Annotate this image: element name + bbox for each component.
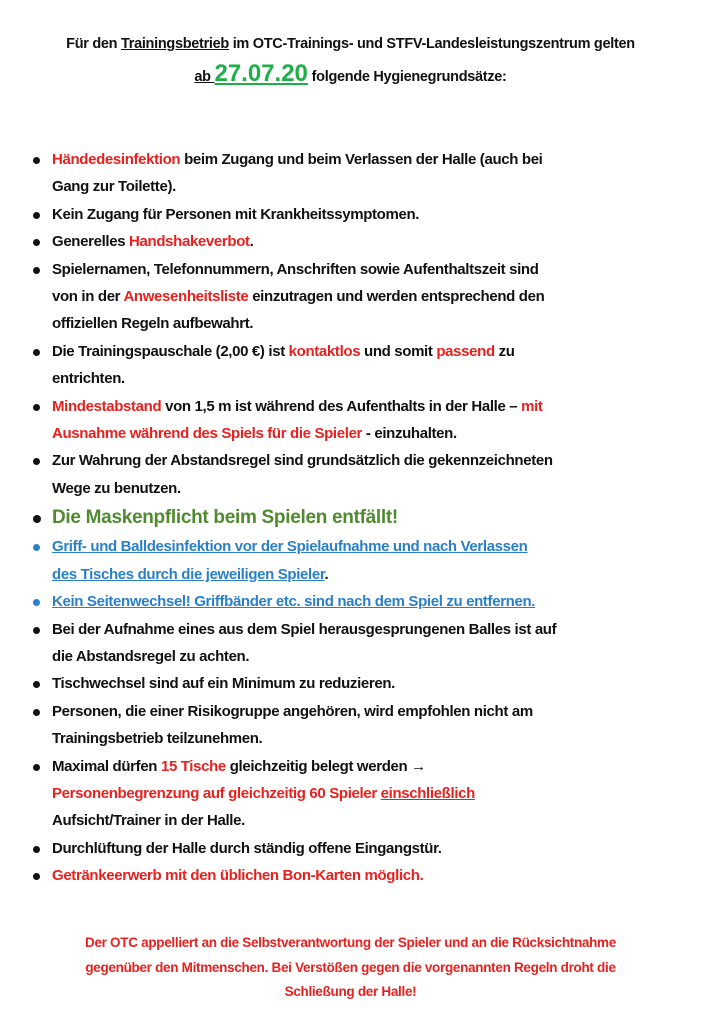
rules-list [32,146,556,890]
rule-highlight: kontaktlos [288,342,361,360]
rule-highlight: Getränkeerwerb mit den üblichen Bon-Karten möglich. [52,867,424,885]
rule-line [52,616,556,643]
rule-line [52,698,556,725]
rule-text: entrichten. [52,370,125,388]
header-ab: ab [194,69,215,85]
header-line-1 [0,36,701,52]
rule-highlight: passend [436,342,495,360]
rule-text: offiziellen Regeln aufbewahrt. [52,315,254,333]
rule-text: gleichzeitig belegt werden → [225,757,426,775]
rule-line [52,256,556,283]
rule-text: Personen, die einer Risikogruppe angehören, wird empfohlen nicht am [52,702,533,720]
rule-text: Bei der Aufnahme eines aus dem Spiel herausgesprungenen Balles ist auf [52,620,557,638]
rule-line [52,283,556,310]
rule-highlight: Ausnahme während des Spiels für die Spieler [52,425,363,443]
rule-highlight: Griff- und Balldesinfektion vor der Spielaufnahme und nach Verlassen [52,538,528,556]
rule-text: und somit [360,342,437,360]
rule-line [52,310,556,337]
rule-text: Spielernamen, Telefonnummern, Anschriften sowie Aufenthaltszeit sind [52,260,539,278]
rule-text: Generelles [52,233,130,251]
rule-text: Kein Zugang für Personen mit Krankheitssymptomen. [52,205,420,223]
rule-line [52,753,556,780]
rule-line [52,670,556,697]
rule-item [32,670,556,697]
rule-item [32,228,556,255]
rule-line [52,807,556,834]
rule-line [52,228,556,255]
rule-line [52,173,556,200]
rule-item [32,201,556,228]
header-text: folgende Hygienegrundsätze: [307,69,507,85]
rule-line [52,588,556,615]
rule-line [52,561,556,588]
rule-item [32,616,556,671]
rule-line [52,365,556,392]
rule-item [32,862,556,889]
rule-line [52,338,556,365]
rule-item [32,338,556,393]
rule-line [52,146,556,173]
rule-highlight: Mindestabstand [52,397,162,415]
rule-item [32,588,556,615]
rule-line [52,725,556,752]
rule-line [52,201,556,228]
rule-text: zu [494,342,515,360]
rule-text: von in der [52,288,124,306]
rule-highlight: Personenbegrenzung auf gleichzeitig 60 Spieler [52,784,381,802]
rule-highlight: mit [521,397,543,415]
rule-text: Maximal dürfen [52,757,161,775]
rule-text: Die Maskenpflicht beim Spielen entfällt! [52,507,398,529]
rule-line [52,533,556,560]
rule-text: . [249,233,254,251]
rule-text: Trainingsbetrieb teilzunehmen. [52,730,263,748]
rule-text: Aufsicht/Trainer in der Halle. [52,812,245,830]
rule-item [32,146,556,201]
rule-highlight: einschließlich [380,784,475,802]
rule-text: Gang zur Toilette). [52,178,176,196]
rule-highlight: Kein Seitenwechsel! Griffbänder etc. sind nach dem Spiel zu entfernen. [52,593,536,611]
rule-text: von 1,5 m ist während des Aufenthalts in der Halle – [161,397,522,415]
rule-text: die Abstandsregel zu achten. [52,647,250,665]
rule-item [32,502,556,533]
header-line-2 [0,60,701,88]
rule-item [32,256,556,338]
rule-highlight: Handshakeverbot [129,233,250,251]
rule-line [52,780,556,807]
rule-item [32,447,556,502]
rule-line [52,475,556,502]
header-underlined: Trainingsbetrieb [120,36,229,52]
rule-item [32,533,556,588]
rule-item [32,835,556,862]
rule-line [52,502,556,533]
rule-highlight: Händedesinfektion [52,151,181,168]
rule-line [52,447,556,474]
rule-line [52,420,556,447]
header-text: im OTC-Trainings- und STFV-Landesleistungszentrum gelten [228,36,635,52]
effective-date: 27.07.20 [214,60,308,87]
rule-text: Tischwechsel sind auf ein Minimum zu reduzieren. [52,675,396,693]
rule-text: Zur Wahrung der Abstandsregel sind grundsätzlich die gekennzeichneten [52,452,553,470]
rule-text: - einzuhalten. [362,425,457,443]
rule-item [32,393,556,448]
rule-highlight: des Tisches durch die jeweiligen Spieler [52,565,325,583]
rule-item [32,698,556,753]
rule-line [52,643,556,670]
rule-highlight: 15 Tische [160,757,226,775]
footer-line: Schließung der Halle! [284,984,417,999]
rule-text: Die Trainingspauschale (2,00 €) ist [52,342,289,360]
rule-line [52,393,556,420]
rule-text: einzutragen und werden entsprechend den [248,288,545,306]
rule-line [52,862,556,889]
rule-text: Durchlüftung der Halle durch ständig offene Eingangstür. [52,839,442,857]
footer-line: Der OTC appelliert an die Selbstverantwortung der Spieler und an die Rücksichtnahme [85,935,616,950]
rule-text: beim Zugang und beim Verlassen der Halle (auch bei [180,151,543,168]
header-text: Für den [66,36,121,52]
footer-line: gegenüber den Mitmenschen. Bei Verstößen gegen die vorgenannten Regeln droht die [85,959,616,975]
rule-text: . [324,565,329,583]
rule-item [32,753,556,835]
rule-highlight: Anwesenheitsliste [123,288,249,306]
rule-text: Wege zu benutzen. [52,479,181,497]
footer-note [0,931,701,1005]
rule-line [52,835,556,862]
